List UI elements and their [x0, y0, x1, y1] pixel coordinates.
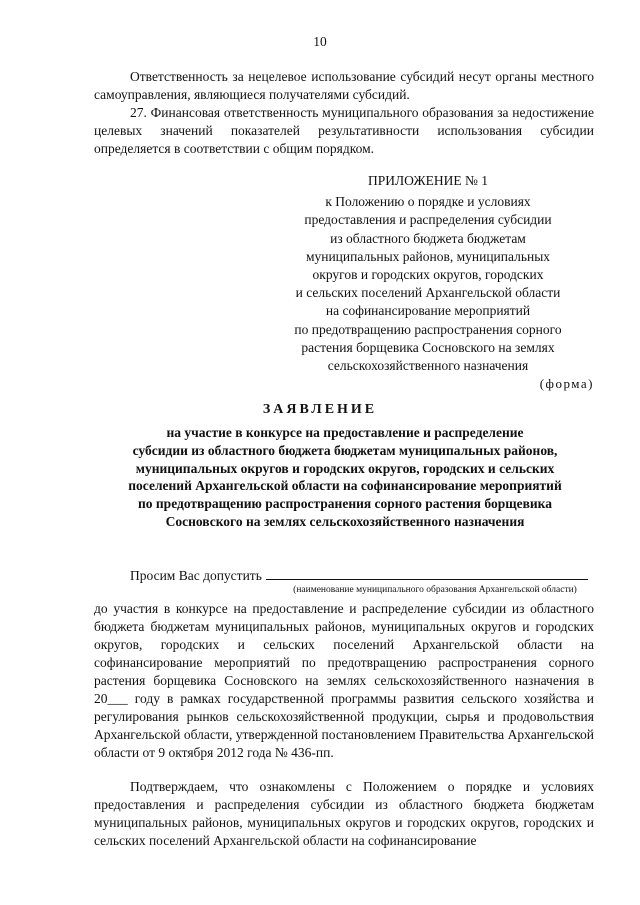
municipality-name-field[interactable] [266, 567, 588, 580]
paragraph-confirmation [94, 778, 594, 850]
appendix-line: округов и городских округов, городских [312, 267, 544, 283]
request-lead: Просим Вас допустить [130, 568, 262, 583]
appendix-line: сельскохозяйственного назначения [327, 358, 529, 374]
statement-title-line: муниципальных округов и городских округов, городских и сельских [135, 460, 555, 476]
statement-heading: ЗАЯВЛЕНИЕ [262, 402, 378, 417]
statement-title [90, 424, 600, 531]
statement-title-line: Сосновского на землях сельскохозяйственного назначения [165, 513, 525, 529]
appendix-line: из областного бюджета бюджетам [330, 230, 526, 246]
appendix-line: к Положению о порядке и условиях [325, 194, 531, 210]
appendix-title: ПРИЛОЖЕНИЕ № 1 [367, 173, 489, 188]
paragraph-text: до участия в конкурсе на предоставление и распределение субсидии из областного бюджета бюджетам муниципальных районов, муниципальных округов и городских округов, городских и сельских поселений Архангельской области на софинансирование мероприятий по предотвращению распространения сорного растения борщевика Сосновского на землях сельскохозяйственного назначения в 20___ году в рамках государственной программы развития сельского хозяйства и регулирования рынков сельскохозяйственной продукции, сырья и продовольствия Архангельской области, утвержденной постановлением Правительства Архангельской области от 9 октября 2012 года № 436-пп. [94, 601, 594, 760]
appendix-line: и сельских поселений Архангельской области [295, 285, 561, 301]
appendix-line: муниципальных районов, муниципальных [305, 248, 551, 264]
field-hint: (наименование муниципального образования Архангельской области) [293, 585, 577, 595]
statement-title-line: субсидии из областного бюджета бюджетам муниципальных районов, [132, 442, 558, 458]
paragraph-responsibility [94, 68, 594, 104]
request-line [130, 567, 588, 584]
appendix-line: растения борщевика Сосновского на землях [301, 339, 555, 355]
statement-title-line: на участие в конкурсе на предоставление и распределение [166, 425, 524, 440]
statement-title-line: поселений Архангельской области на софинансирование мероприятий [128, 478, 562, 494]
statement-title-line: по предотвращению распространения сорного растения борщевика [138, 496, 552, 512]
page-number: 10 [313, 34, 327, 49]
appendix-line: предоставления и распределения субсидии [304, 212, 552, 228]
form-label: (форма) [539, 376, 594, 391]
paragraph-27 [94, 104, 594, 158]
paragraph-text: Подтверждаем, что ознакомлены с Положением о порядке и условиях предоставления и распределения субсидии из областного бюджета бюджетам муниципальных районов, муниципальных округов и городских округов, городских и сельских поселений Архангельской области на софинансирование [94, 779, 594, 848]
appendix-line: на софинансирование мероприятий [325, 303, 531, 319]
appendix-header [278, 172, 578, 375]
paragraph-text: 27. Финансовая ответственность муниципального образования за недостижение целевых значений показателей результативности использования субсидии определяется в соответствии с общим порядком. [94, 105, 594, 156]
appendix-line: по предотвращению распространения сорного [294, 321, 562, 337]
paragraph-text: Ответственность за нецелевое использование субсидий несут органы местного самоуправления, являющиеся получателями субсидий. [94, 69, 594, 102]
paragraph-request-body [94, 600, 594, 762]
